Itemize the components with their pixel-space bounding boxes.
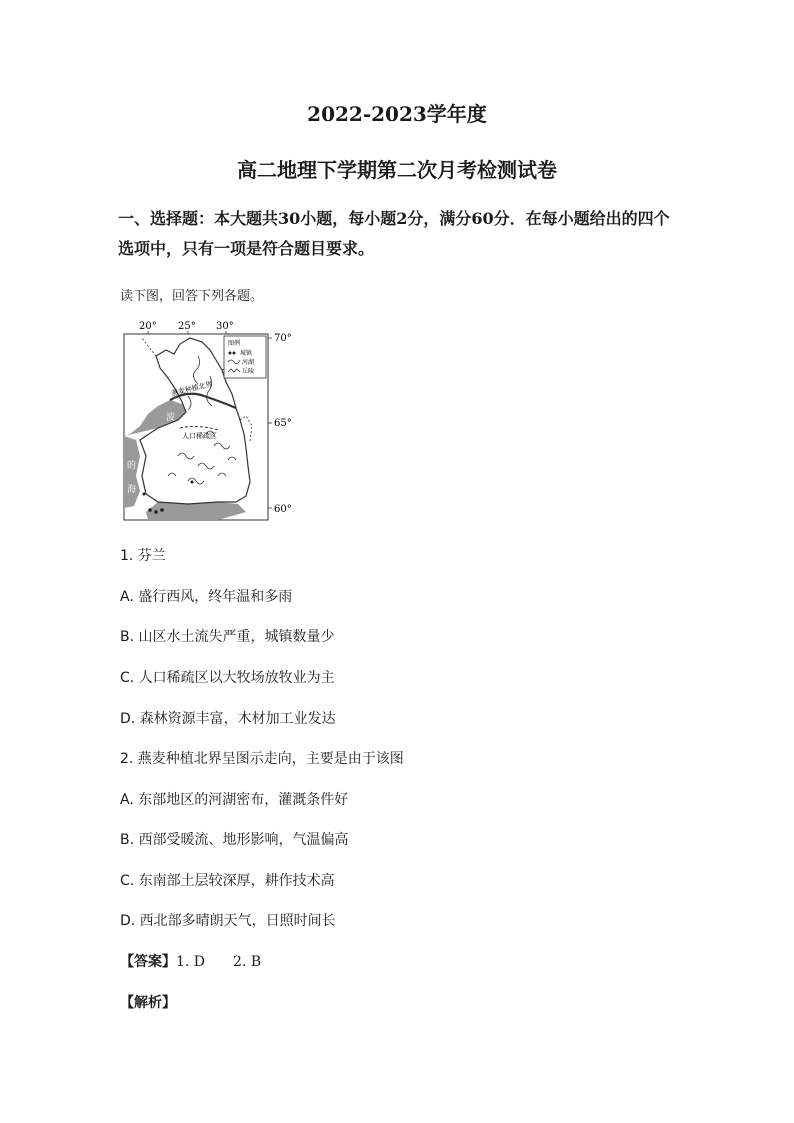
- question-stem: 1. 芬兰: [120, 548, 166, 564]
- sea-label: 的: [127, 461, 137, 471]
- lon-label: 25°: [178, 321, 196, 332]
- sea-label: 海: [127, 485, 137, 495]
- legend-title: 图例: [228, 340, 241, 347]
- answer-1: 1. D: [176, 954, 206, 970]
- legend-item: 城镇: [240, 350, 253, 357]
- section-instructions: 一、选择题：本大题共30小题，每小题2分，满分60分．在每小题给出的四个选项中，只有一项是符合题目要求。: [118, 209, 670, 258]
- finland-map: [118, 316, 298, 526]
- town-icon: [148, 508, 152, 512]
- legend-item: 河湖: [242, 359, 255, 366]
- answer-line: [120, 951, 261, 971]
- lat-label: 65°: [274, 418, 292, 429]
- reading-intro: 读下图，回答下列各题。: [120, 289, 264, 304]
- oat-boundary-label: 燕麦种植北界: [170, 380, 214, 398]
- town-icon: [154, 510, 158, 514]
- option-c: C. 东南部土层较深厚，耕作技术高: [120, 873, 335, 889]
- exam-title: 高二地理下学期第二次月考检测试卷: [237, 158, 557, 182]
- lon-label: 30°: [216, 321, 234, 332]
- town-icon: [143, 493, 146, 496]
- town-icon: [160, 508, 164, 512]
- lat-label: 60°: [274, 504, 292, 515]
- question-stem: 2. 燕麦种植北界呈图示走向，主要是由于该图: [120, 751, 404, 767]
- town-legend-icon: [229, 352, 232, 355]
- sea-label: 波: [166, 413, 176, 423]
- option-a: A. 东部地区的河湖密布，灌溉条件好: [120, 792, 349, 808]
- analysis-label: 【解析】: [120, 995, 176, 1011]
- option-b: B. 山区水土流失严重，城镇数量少: [120, 629, 335, 645]
- legend-item: 丘陵: [242, 368, 255, 375]
- lat-label: 70°: [274, 333, 292, 344]
- option-a: A. 盛行西风，终年温和多雨: [120, 589, 293, 605]
- town-legend-icon: [233, 352, 236, 355]
- answer-label: 【答案】: [120, 954, 176, 970]
- option-b: B. 西部受暖流、地形影响，气温偏高: [120, 832, 349, 848]
- option-d: D. 西北部多晴朗天气，日照时间长: [120, 913, 336, 929]
- town-icon: [191, 481, 194, 484]
- option-c: C. 人口稀疏区以大牧场放牧业为主: [120, 670, 335, 686]
- answer-2: 2. B: [233, 954, 262, 970]
- sparse-area-label: 人口稀疏区: [182, 432, 217, 440]
- analysis-line: [120, 992, 176, 1012]
- sea-label: 罗: [144, 435, 154, 445]
- exam-year: 2022-2023学年度: [307, 102, 487, 126]
- option-d: D. 森林资源丰富，木材加工业发达: [120, 711, 336, 727]
- lon-label: 20°: [139, 321, 157, 332]
